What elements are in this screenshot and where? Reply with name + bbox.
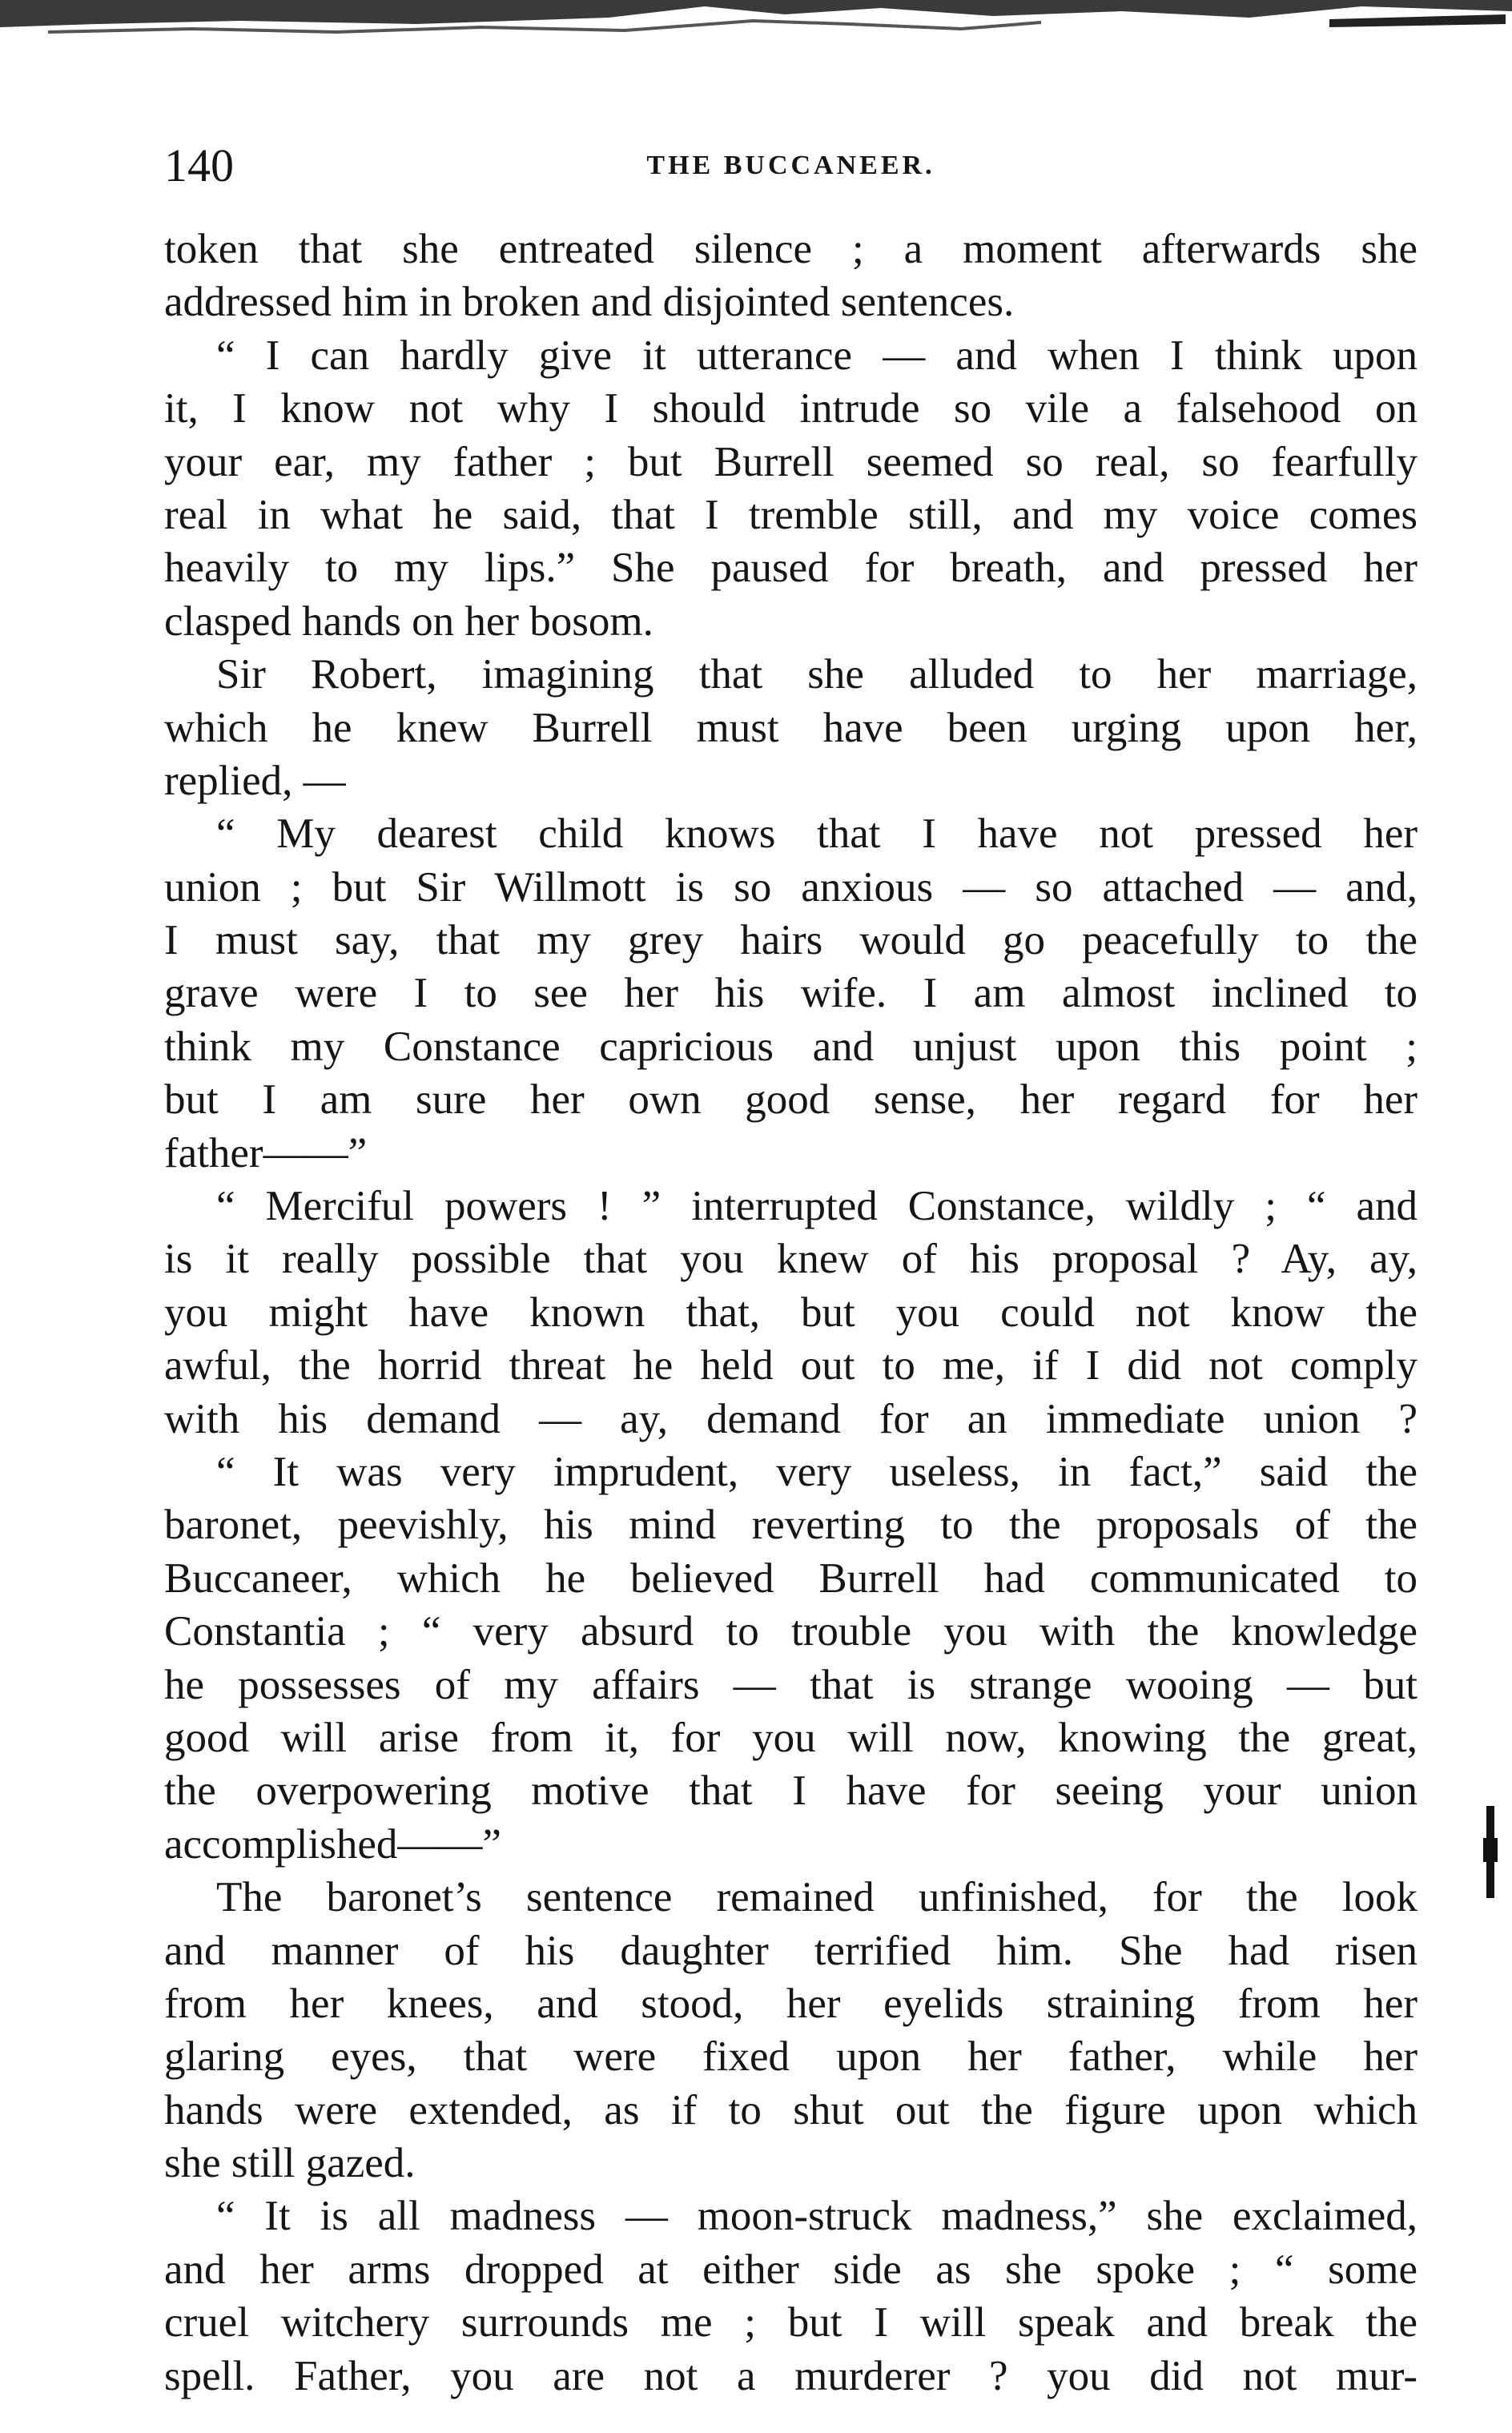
text-line: think my Constance capricious and unjust upon this point ; bbox=[164, 1023, 1418, 1070]
scan-margin-mark bbox=[1483, 1806, 1498, 1898]
text-line: and manner of his daughter terrified him. She had risen bbox=[164, 1927, 1418, 1974]
text-line: accomplished——” bbox=[164, 1820, 501, 1868]
text-line: but I am sure her own good sense, her regard for her bbox=[164, 1076, 1418, 1124]
text-line: “ I can hardly give it utterance — and when I think upon bbox=[216, 332, 1418, 379]
text-line: from her knees, and stood, her eyelids straining from her bbox=[164, 1980, 1418, 2027]
text-line: replied, — bbox=[164, 757, 346, 804]
text-line: The baronet’s sentence remained unfinished, for the look bbox=[216, 1874, 1418, 1921]
text-line: glaring eyes, that were fixed upon her father, while her bbox=[164, 2033, 1418, 2081]
running-title: THE BUCCANEER. bbox=[646, 151, 935, 180]
text-line: awful, the horrid threat he held out to me, if I did not comply bbox=[164, 1342, 1418, 1389]
text-line: union ; but Sir Willmott is so anxious — so attached — and, bbox=[164, 863, 1418, 911]
text-line: spell. Father, you are not a murderer ? you did not mur- bbox=[164, 2352, 1418, 2399]
text-line: with his demand — ay, demand for an immediate union ? bbox=[164, 1395, 1418, 1442]
text-line: the overpowering motive that I have for seeing your union bbox=[164, 1767, 1418, 1815]
text-line: hands were extended, as if to shut out the figure upon which bbox=[164, 2086, 1418, 2133]
text-line: it, I know not why I should intrude so vile a falsehood on bbox=[164, 385, 1418, 432]
running-head bbox=[164, 138, 1418, 194]
text-line: “ It is all madness — moon-struck madness,” she exclaimed, bbox=[216, 2193, 1418, 2240]
text-line: “ Merciful powers ! ” interrupted Constance, wildly ; “ and bbox=[216, 1183, 1418, 1230]
text-line: father——” bbox=[164, 1129, 368, 1176]
text-line: is it really possible that you knew of his proposal ? Ay, ay, bbox=[164, 1236, 1418, 1283]
text-line: good will arise from it, for you will now, knowing the great, bbox=[164, 1714, 1418, 1761]
text-line: he possesses of my affairs — that is strange wooing — but bbox=[164, 1661, 1418, 1708]
text-line: real in what he said, that I tremble still, and my voice comes bbox=[164, 491, 1418, 538]
text-line: you might have known that, but you could not know the bbox=[164, 1289, 1418, 1336]
text-line: “ My dearest child knows that I have not pressed her bbox=[216, 810, 1418, 858]
text-line: and her arms dropped at either side as she spoke ; “ some bbox=[164, 2246, 1418, 2293]
text-line: Sir Robert, imagining that she alluded to her marriage, bbox=[216, 651, 1418, 698]
text-line: which he knew Burrell must have been urging upon her, bbox=[164, 704, 1418, 751]
text-line: she still gazed. bbox=[164, 2140, 416, 2187]
text-line: heavily to my lips.” She paused for breath, and pressed her bbox=[164, 545, 1418, 592]
text-line: grave were I to see her his wife. I am almost inclined to bbox=[164, 970, 1418, 1017]
text-line: cruel witchery surrounds me ; but I will speak and break the bbox=[164, 2299, 1418, 2347]
text-line: Buccaneer, which he believed Burrell had communicated to bbox=[164, 1554, 1418, 1602]
text-line: clasped hands on her bosom. bbox=[164, 597, 653, 645]
text-line: addressed him in broken and disjointed sentences. bbox=[164, 279, 1015, 326]
text-line: “ It was very imprudent, very useless, in fact,” said the bbox=[216, 1448, 1418, 1495]
scanned-page-top-edge bbox=[0, 0, 1512, 56]
text-line: Constantia ; “ very absurd to trouble you with the knowledge bbox=[164, 1608, 1418, 1655]
text-line: I must say, that my grey hairs would go peacefully to the bbox=[164, 917, 1418, 964]
page-number: 140 bbox=[164, 139, 234, 191]
body-text bbox=[164, 223, 1418, 2403]
text-line: token that she entreated silence ; a moment afterwards she bbox=[164, 226, 1418, 272]
text-line: baronet, peevishly, his mind reverting to the proposals of the bbox=[164, 1502, 1418, 1549]
text-line: your ear, my father ; but Burrell seemed so real, so fearfully bbox=[164, 438, 1418, 485]
